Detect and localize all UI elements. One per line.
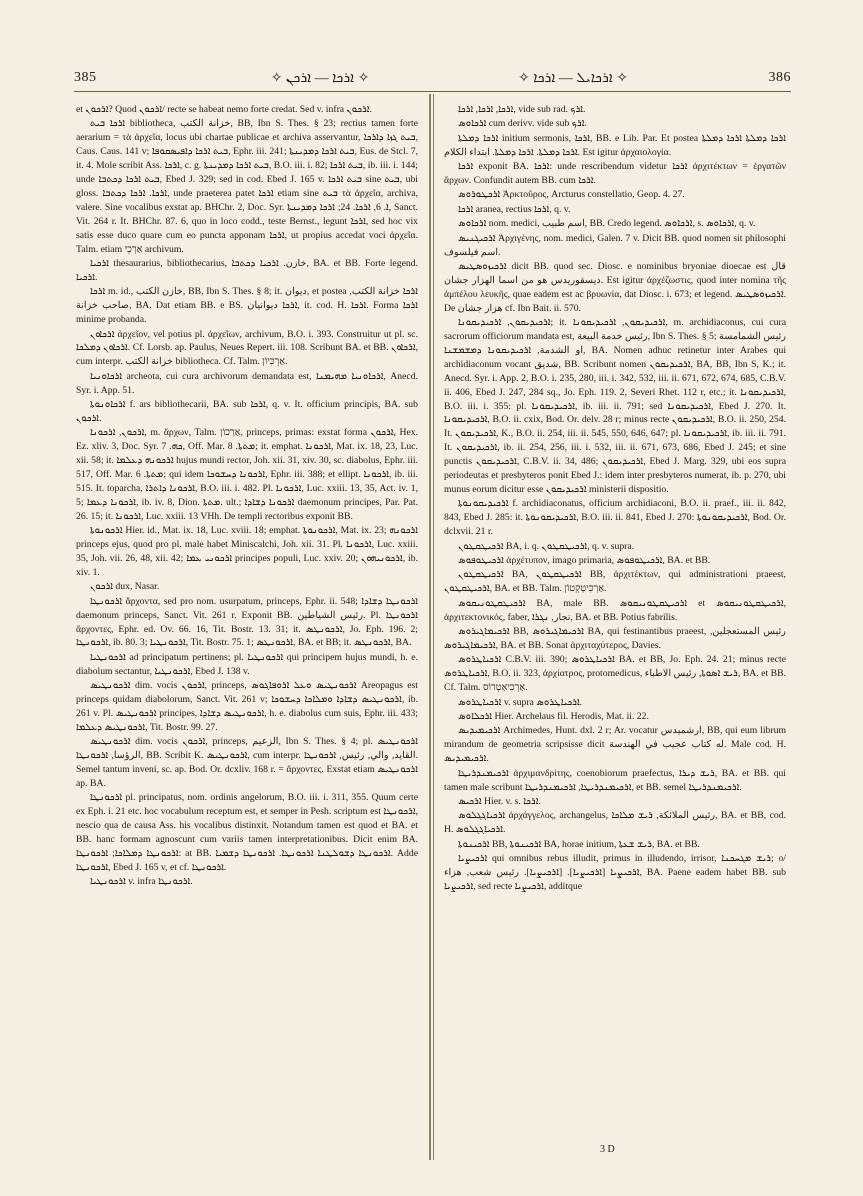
entry: ܐܪܟܝܣ Hier. v. s. ܐܪܟܐ. (458, 795, 541, 807)
entry: ܐܪܟܘܢܛܝܐ ad principatum pertinens; pl. ܐܪܟܘܢܛܝܐ qui principem hujus mundi, h. e. diabolum sectantur, ܐܪܟܘܢܛܝܐ, Ebed J. 138 v. (76, 651, 418, 677)
entry: ܐܪܟܐܘܣ nom. medici, اسم طبيب, BB. Credo legend. ܐܪܟܐܘܣ, s. ܐܪܟܐܘܣ, q. v. (458, 218, 756, 230)
page-number-left: 385 (74, 70, 97, 85)
entry: ܐܪܟܝܛܘܦܘܣ ἀρχέτυπον, imago primaria, ܐܪܟܝܛܘܦܘܣ, BA. et BB. (458, 555, 711, 566)
entry: ܐܪܟܝܡܐܓܝܪܘܣ BB, ܐܪܟܝܡܐܓܝܪܘܣ BA, qui festinantibus praeest, رئيس المستعجلين, ܐܪܟܝܡܐܓܝܪܘܣ, BA. et BB. Sonat ἀρχιταχύτερος, Davies. (444, 626, 786, 651)
entry: ܐܪܟܝܙܘܣܛܝܣ dicit BB. quod sec. Diosc. e nominibus bryoniae dioecae est قال ديسقوريدس هو من اسما الهزار جشان. Est igitur ἀρχέζωστις, quod inter nomina τῆς ἀμπέλου λευκῆς, quae eadem est ac βρυωνία, dat Diosc. i. 673; et legend. ܐܪܟܝܙܘܣܛܝܣ. De هزار جشان cf. Ibn Bait. ii. 570. (444, 260, 786, 314)
entry: ܐܪܟܝܛܩܛܘܢ BA, i. q. ܐܪܟܝܛܩܛܘܢ, q. v. supra. (458, 540, 635, 552)
page-number-right: 386 (768, 70, 791, 85)
entry: ܐܪܟܠܐܘܣ Hier. Archelaus fil. Herodis, Mat. ii. 22. (458, 710, 649, 722)
right-column (444, 103, 786, 894)
column-divider-inner (433, 94, 434, 1160)
entry: ܐܪܟܐ ܕܡܠܬܐ initium sermonis, ܐܪܟܐ, BB. e Lib. Par. Et postea ܐܪܟܐ ܕܡܠܬܐ ܐܪܟܐ ܕܡܠܬܐ ܐܪܟܐ ܕܡܠܬܐ. ܐܪܟܐ ܕܡܠܬܐ. ابتداء الكلام. Est igitur ἀρχαιολογία. (444, 132, 786, 158)
entry: ܐܪܟܘܢ dux, Nasar. (90, 581, 160, 593)
entry: ܐܪܟܐ ܒܝܬ bibliotheca, خزانة الكتب, BB, Ibn S. Thes. § 23; rectius tamen forte aerarium = τὰ ἀρχεῖα, locus ubi chartae publicae et archiva asservantur, ܒܝܬ ܓܙܐ ܕܐܪܟܐ, Caus. Caus. 141 v; ܒܝܬ ܐܪܟܐ ܕܐܦܝܣܩܘܦܐ, Ephr. iii. 241; ܒܝܬ ܐܪܟܐ ܕܡܕܝܢܬܐ, Eus. de Stcl. 7, it. 4. Mole scribit Ass. ܐܪܟܐ, c. g. ܒܝܬ ܐܪܟܐ ܕܡܕܝܢܬܐ, B.O. iii. i. 82; ܒܝܬ ܐܪܟܐ, ib. iii. i. 144; unde ܒܝܬ ܐܪܟܐ ܕܟܬܒܐ, Ebed J. 329; sed in cod. Ebed J. 165 v. ܒܝܬ ܐܪܟܐ sine ܒܝܬ, ubi gloss. ܐܪܟܐ. ܐܪܟܐ ܕܟܬܒܐ, unde praeterea patet ܐܪܟܐ etiam sine ܒܝܬ τὰ ἀρχεῖα, archiva, valere. Sine vocalibus exstat ap. BHChr. 2, Doc. Syr. ܐ. 6, ܐܪܟܐ. 24; ܐܪܟܐ ܕܡܕܝܢܬܐ, Sanct. Vit. 264 r. It. BHChr. 87. 6, quo in loco codd., teste Bernst., legunt ܐܪܟܐ, sed hoc vix satis esse duco quare cum eo puncta apponam ܐܪܟܐ, ut propius accedat voci ἀρχεῖα. Talm. etiam אַרְכֵי archivum. (76, 118, 419, 255)
entry: ܐܪܟܐ exponit BA. ܐܪܟܐ: unde rescribendum videtur ܐܪܟܐ ἀρχιτέκτων = ἐργατῶν ἄρχων. Confundit autem BB. cum ܐܪܟܐ. (444, 161, 787, 187)
entry: ܐܪܟܘܢܘܬܐ Hier. id., Mat. ix. 18, Luc. xviii. 18; emphat. ܐܪܟܘܢܘܬܐ, Mat. ix. 23; ܐܪܟܘܢܗ princeps ejus, quod pro pl. male habet Miniscalchi, Joh. xii. 31. Pl. ܐܪܟܘܢܐ, Luc. xxiii. 35, Joh. vii. 26, 48, xii. 42; ܐܪܟܘܢܝ ܥܡܐ principes populi, Luc. xxiv. 20; ܐܪܟܘܢܝܗܘܢ, ib. xiv. 1. (76, 525, 418, 578)
entry: ܐܪܟܐ m. id., خازن الكتب, BB, Ibn S. Thes. § 8; it. ديوان, et postea ܐܪܟܐ خزانة الكتب, صاحب خزانة, BA. Dat etiam BB. e BS. ܐܪܟܐ ديوانيان, it. cod. H. ܐܪܟܐ. Forma ܐܪܟܐ minime probanda. (76, 286, 418, 326)
running-head-left: ✧ ܐܪܟܐ — ܐܪܟܢ ✧ (270, 71, 370, 86)
entry: ܐܪܟܝܐܓܓܠܘܣ ἀρχάγγελος, archangelus, رئيس الملائكة, ܪܝܫ ܡܠܐܟܐ, BA. et BB, cod. H. ܐܪܟܝܐܓܓܠܘܣ. (444, 810, 786, 836)
entry: ܐܪܟܝܨܝܐ qui omnibus rebus illudit, primus in illudendo, irrisor, ܪܝܫ ܡܓܚܟܢܐ; o/ ܐܪܟܝܨܝܐ [ܐܪܟܝܨܝܐ]. [ܐܪܟܝܨܝܐ]. رئيس شعب, هزاء, BA. Paene eadem habet BB. sub ܐܪܟܝܨܝܐ, sed recte ܐܪܟܝܨܝܐ, additque (444, 853, 786, 892)
entry: ܐܪܟܘܢܛܐ pl. principatus, nom. ordinis angelorum, B.O. iii. i. 311, 355. Quum certe ex Eph. i. 21 etc. hoc vocabulum receptum est, et semper in Pesh. scriptum est ܐܪܟܘܢܛܐ, nescio qua de causa Ass. his vocalibus distinxit. Notandum tamen est quod et BA. et BB. hanc formam agnoscunt cum variis tamen interpretationibus. Dicit enim BA. ܐܪܟܘܢܛܐ ܕܡܠܐܟܐ; ܐܪܟܘܢܛܐ: at BB. ܐܪܟܘܢܛܐ ܕܫܘܠܛܢܐ ܐܪܟܘܢܛܐ. ܐܪܟܘܢܛܐ ܕܫܡܝܐ. Adde ܐܪܟܘܢܛܐ, Ebed J. 165 v, et cf. ܐܪܟܘܢܛܐ. (76, 792, 419, 873)
entry: ܐܪܟܘܢܛܝܣ dim. vocis ܐܪܟܘܢ, princeps, ܐܪܟܘܢܛܝܣ ܘܥܠ ܐܪܘܦܐܓܘܣ Areopagus est princeps quidam diabolorum, Sanct. Vit. 261 v; ܐܪܟܘܢܛܝܣ ܕܫܐܕܐ ܘܡܠܐܟܐ ܕܚܫܘܟܐ, ib. 261 v. Pl. ܐܪܟܘܢܛܝܣ principes, ܐܪܟܘܢܛܝܣ ܕܫܐܕܐ, h. e. diabolus cum suis, Ephr. iii. 433; ܐܪܟܘܢܛܝܣ ܕܥܠܡܐ, Tit. Bostr. 99. 27. (76, 680, 419, 733)
entry: ܐܪܟܝܛܩܛܘܢ BA, ܐܪܟܝܛܩܛܘܢ BB, ἀρχιτέκτων, qui administrationi praeest, ܐܪܟܝܛܩܛܘܢ, BA. et BB. Talm. אַרְכִּיטְקְטוֹן. (444, 569, 786, 595)
column-divider (429, 94, 431, 1160)
entry: ܐܪܟܝܡܝܕܝܣ Archimedes, Hunt. dxl. 2 r; Ar. vocatur ارشميدس, BB, qui eum librum mirandum de geometria scripsisse dicit له كتاب عجيب في الهندسة. Male cod. H. ܐܪܟܝܡܝܕܝܣ. (444, 725, 787, 765)
entry: ܐܪܟܘܢܛܐ ἄρχοντα, sed pro nom. usurpatum, princeps, Ephr. ii. 548; ܐܪܟܘܢܛܐ ܕܫܐܕܐ daemonum princeps, Sanct. Vit. 261 r. Exponit BB. رئيس الشياطين. Pl. ܐܪܟܘܢܛܐ ἄρχοντες, Ephr. ed. Ov. 66. 16, Tit. Bostr. 13. 31; it. ܐܪܟܘܢܛܣ, Jo. Eph. 196. 2; ܐܪܟܘܢܛܐ, ib. 80. 3; ܐܪܟܘܢܛܝܐ, Tit. Bostr. 75. 1; ܐܪܟܘܢܛܣ, BA. et BB; it. ܐܪܟܘܢܛܣ, BA. (76, 595, 418, 649)
entry: ܐܪܟܘܢ, ܐܪܟܘܢܐ, m. ἄρχων, Talm. אַרְכוֹן, princeps, primas: exstat forma ܐܪܟܘܢ, Hex. Ez. xliv. 3, Doc. Syr. ܟܗ. 7, Off. Mar. ܡܬܬܐ. 8; it. emphat. ܐܪܟܘܢܐ, Mat. ix. 18, 23, Luc. xii. 58; it. ܐܪܟܘܢܗ ܕܥܠܡܐ hujus mundi rector, Joh. xii. 31, xiv. 30, sc. diabolus, Ephr. iii. 517, Off. Mar. ܡܬܬܐ. 6; qui idem ܐܪܟܘܢܐ ܕܚܫܘܟܐ, Ephr. iii. 388; et ellipt. ܐܪܟܘܢܐ, ib. iii. 515. It. toparcha, ܐܪܟܘܢܐ ܕܐܬܪܐ, B.O. iii. i. 482. Pl. ܐܪܟܘܢܐ, Luc. xxiii. 13, 35, Act. iv. 1, 5; ܐܪܟܘܢܐ ܕܥܡܐ, ib. iv. 8, Dion. ܡܬܬܐ. ult.; ܐܪܟܘܢܐ ܕܫܐܕܐ daemonum principes, Par. Pat. 26. 15; it. ܐܪܟܘܢܐ, Luc. xxiii. 13 VHh. De templi rectoribus exponit BB. (76, 427, 419, 522)
running-head-right: ✧ ܐܪܟܐܝܠ — ܐܪܟܐ ✧ (518, 71, 628, 86)
entry: ܐܪܟܘܢܛܝܐ v. infra ܐܪܟܘܢܛܐ. (90, 876, 193, 888)
entry: ܐܪܟܐܘܢܝܐ archeota, cui cura archivorum demandata est, ܐܪܟܐܘܢܝܐ ܡܗܝܡܢܐ, Anecd. Syr. i. App. 51. (76, 370, 418, 396)
entry: ܐܪܟܝܓܢܝܣ Ἀρχιγένης, nom. medici, Galen. 7 v. Dicit BB. quod nomen sit philosophi اسم فيلسوف. (444, 232, 786, 258)
signature-mark: 3 D (600, 1144, 615, 1155)
entry: ܐܪܟܐ aranea, rectius ܐܪܟܐ, q. v. (458, 203, 571, 215)
entry: ܐܪܟܝܕܝܩܘܢ, ܐܪܟܝܕܝܩܘܢܐ; it. ܐܪܟܝܕܝܩܘܢ, ܐܪܟܝܕܝܩܘܢܐ, m. archidiaconus, cui cura sacrorum officiorum mandata est, رئيس خدمة البيعة, Ibn S. Thes. § 5; رئيس الشمامسة او الشدمة, ܐܪܟܝܕܝܩܘܢܐ ܕܡܫܡܫܢܐ, BA. Nomen adhuc retinetur inter Arabes qui archidiaconum vocant شديق, BB. Scribunt nomen ܐܪܟܝܕܝܩܘܢ, BA, BB, Ibn S, K.; it. Anecd. Syr. i. App. 2, B.O. i. 235, 280, iii. i. 342, 532, iii. ii. 671, 672, 674, 685, C.B.V. ii. 406, Ebed J. 247, 284 sq., Jo. Eph. 119. 2, Severi Rhet. 112 r, etc.; it. ܐܪܟܝܕܝܩܘܢܐ, B.O. iii. i. 355: pl. ܐܪܟܝܕܝܩܘܢܐ, ib. iii. ii. 791; sed ܐܪܟܝܕܝܩܘܢܐ, Ebed J. 270. It. ܐܪܟܝܕܝܩܘܢܐ, B.O. ii. cxix, Bod. Or. delv. 28 r; minus recte ܐܪܟܝܕܝܩܘܢ, B.O. ii. 250, 254. It. ܐܪܟܝܕܝܩܘܢ, K., B.O. ii. 254, iii. ii. 545, 550, 646, 647; pl. ܐܪܟܝܕܝܩܘܢܐ, ib. iii. ii. 791. It. ܐܪܟܝܕܝܩܘܢ, ib. ii. 254, 256, iii. i. 532, iii. ii. 671, 673, 686, Ebed J. 245; et sine punctis ܐܪܟܝܕܝܩܘܢ, C.B.V. ii. 34, 486; ܐܪܟܝܕܝܩܘܢ, Ebed J. Marg. 329, ubi eos supra periodeutas et presbyteros ponit Ebed J.: idem inter presbyteros numerat, ib. p. 270, ubi munus eorum dicitur esse ܐܪܟܝܕܝܩܘܢ ministerii dispositio. (444, 317, 787, 495)
entry: ܐܪܟܐܘܢܘܬܐ f. ars bibliothecarii, BA. sub ܐܪܟܐ, q. v. It. officium principis, BA. sub ܐܪܟܘܢ. (76, 399, 418, 424)
entry: ܐܪܟܛܘܪܘܣ Ἀρκτοῦρος, Arcturus constellatio, Geop. 4. 27. (458, 189, 685, 201)
entry: et ܐܪܟܘܢ? Quod ܐܪܟܘܢ/ recte se habeat nemo forte credat. Sed v. infra ܐܪܟܘܢ. (76, 104, 372, 115)
entry: ܐܪܟܝܛܩܛܘܢܝܩܘܣ BA, male BB. ܐܪܟܝܛܩܛܘܢܝܩܘܣ et ܐܪܟܝܛܩܛܘܢܝܩܘܣ, ἀρχιτεκτονικός, faber, نجار, ܢܓܪܐ, BA. et BB. Potius fabrilis. (444, 597, 786, 623)
entry: ܐܪܟܝܢܘܬܐ BB, ܐܪܟܝܢܘܬܐ BA, horae initium, ܪܝܫ ܫܥܬܐ, BA. et BB. (458, 838, 700, 850)
left-column (76, 103, 418, 890)
entry: ܐܪܟܐܘܢ ἀρχεῖον, vel potius pl. ἀρχεῖων, archivum, B.O. i. 393. Construitur ut pl. sc. ܐܪܟܐܘܢ ܕܡܠܟܐ. Cf. Lorsb. ap. Paulus, Neues Repert. iii. 108. Scribunt BA. et BB. ܐܪܟܐܘܢ, cum interpr. خزانة الكتب bibliotheca. Cf. Talm. אַרְכִּיוֹן. (76, 328, 418, 368)
entry: ܐܪܟܝܐ thesaurarius, bibliothecarius, خازن. ܐܪܟܝܐ ܕܟܬܒܐ, BA. et BB. Forte legend. ܐܪܟܝܐ. (76, 257, 418, 283)
entry: ܐܪܟܝܐܛܪܘܣ C.B.V. iii. 390; ܐܪܟܝܐܛܪܘܣ BA. et BB, Jo. Eph. 24. 21; minus recte ܐܪܟܝܐܛܪܘܣ, B.O. ii. 323, ἀρχίατρος, protomedicus, ܪܝܫ ܐܣܘܬܐ, رئيس الاطباء, BA. et BB. Cf. Talm. אַרְכִיאַטְרוֹס. (444, 654, 787, 694)
entry: ܐܪܟܐ, ܐܪܟܐ, ܐܪܟܐ, vide sub rad. ܐܪܟ. (458, 104, 586, 115)
entry: ܐܪܟܝܕܝܩܘܢܘܬܐ f. archidiaconatus, officium archidiaconi, B.O. ii. praef., iii. ii. 842, 843, Ebed J. 285: it. ܐܪܟܝܕܝܩܘܢܘܬܐ, B.O. iii. ii. 841, Ebed J. 270: ܐܪܟܝܕܝܩܘܢܘܬܐ, Bod. Or. dclxvii. 21 r. (444, 498, 787, 538)
entry: ܐܪܟܝܐܛܪܘܣ v. supra ܐܪܟܝܐܛܪܘܣ. (458, 696, 583, 708)
entry: ܐܪܟܘܢܛܝܣ dim. vocis ܐܪܟܘܢ, princeps, الزعيم, Ibn S. Thes. § 4; pl. ܐܪܟܘܢܛܝܣ الرؤسا, ܐܪܟܘܢܛܐ, BB. Scribit K. ܐܪܟܘܢܛܝܣ, cum interpr. القايد, والي, رئيس, ܐܪܟܘܢܛܐ. Semel tantum inveni, sc. ap. Bod. Or. dcxliv. 168 r. = ἄρχοντες. Exstat etiam ܐܪܟܘܢܛܝܣ ap. BA. (76, 736, 418, 789)
entry: ܐܪܟܝܡܢܕܪܝܛܐ ἀρχιμανδρίτης, coenobiorum praefectus, ܪܝܫ ܕܝܪܐ, BA. et BB. qui tamen male scribunt ܐܪܟܝܡܢܕܪܝܛܐ, ܐܪܟܝܡܢܕܪܝܛܐ, et BB. semel ܐܪܟܝܡܢܕܪܝܛܐ. (444, 767, 786, 793)
entry: ܐܪܟܐܘܣ cum derivv. vide sub ܐܪܟ. (458, 118, 587, 130)
header-rule (74, 91, 791, 92)
